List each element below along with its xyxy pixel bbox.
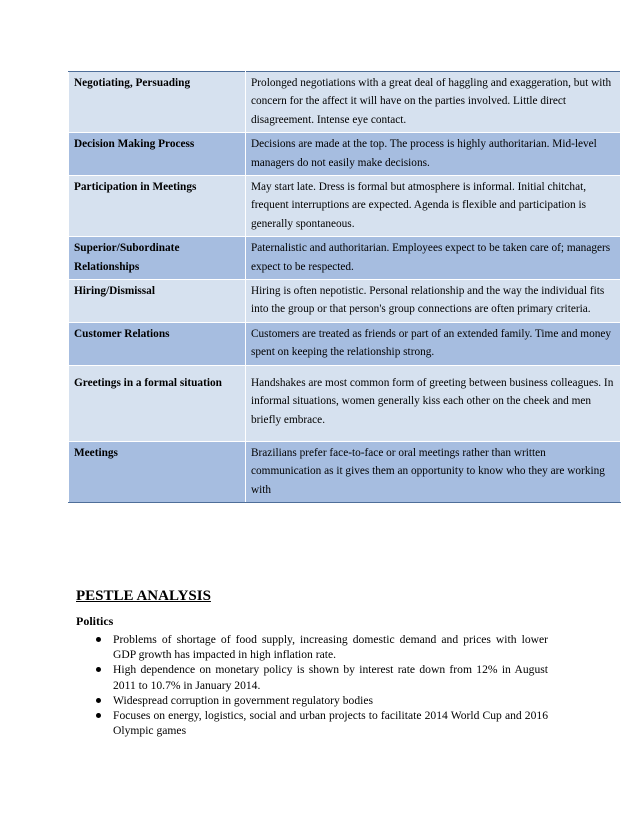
list-item-text: Widespread corruption in government regulatory bodies	[113, 693, 373, 707]
row-text: Handshakes are most common form of greeting between business colleagues. In informal situations, women generally kiss each other on the cheek and men briefly embrace.	[246, 365, 621, 441]
table-row	[69, 322, 621, 365]
row-label: Participation in Meetings	[69, 176, 246, 237]
table-row	[69, 280, 621, 323]
culture-table	[68, 71, 621, 503]
list-item-text: High dependence on monetary policy is shown by interest rate down from 12% in August 2011 to 10.7% in January 2014.	[113, 663, 548, 692]
row-label: Superior/Subordinate Relationships	[69, 237, 246, 280]
bullet-icon	[96, 667, 101, 672]
row-label: Hiring/Dismissal	[69, 280, 246, 323]
politics-bullet-list	[96, 632, 548, 738]
politics-heading: Politics	[76, 614, 114, 628]
table-row	[69, 441, 621, 502]
section-title: PESTLE ANALYSIS	[76, 588, 211, 604]
row-label: Negotiating, Persuading	[69, 72, 246, 133]
table-row	[69, 72, 621, 133]
row-text: Prolonged negotiations with a great deal of haggling and exaggeration, but with concern for the affect it will have on the parties involved. Little direct disagreement. Intense eye contact.	[246, 72, 621, 133]
table-row	[69, 133, 621, 176]
list-item	[96, 708, 548, 738]
list-item	[96, 662, 548, 692]
row-label: Decision Making Process	[69, 133, 246, 176]
list-item-text: Problems of shortage of food supply, increasing domestic demand and prices with lower GDP growth has impacted in high inflation rate.	[113, 633, 548, 662]
row-label: Greetings in a formal situation	[69, 365, 246, 441]
table-row	[69, 237, 621, 280]
list-item-text: Focuses on energy, logistics, social and urban projects to facilitate 2014 World Cup and 2016 Olympic games	[113, 709, 548, 738]
list-item	[96, 632, 548, 662]
table-row	[69, 365, 621, 441]
row-text: Customers are treated as friends or part of an extended family. Time and money spent on keeping the relationship strong.	[246, 322, 621, 365]
row-text: May start late. Dress is formal but atmosphere is informal. Initial chitchat, frequent interruptions are expected. Agenda is flexible and participation is generally spontaneous.	[246, 176, 621, 237]
bullet-icon	[96, 713, 101, 718]
row-text: Decisions are made at the top. The process is highly authoritarian. Mid-level managers do not easily make decisions.	[246, 133, 621, 176]
row-label: Meetings	[69, 441, 246, 502]
row-label: Customer Relations	[69, 322, 246, 365]
bullet-icon	[96, 637, 101, 642]
row-text: Hiring is often nepotistic. Personal relationship and the way the individual fits into the group or that person's group connections are often primary criteria.	[246, 280, 621, 323]
bullet-icon	[96, 698, 101, 703]
list-item	[96, 693, 548, 708]
row-text: Paternalistic and authoritarian. Employees expect to be taken care of; managers expect to be respected.	[246, 237, 621, 280]
table-row	[69, 176, 621, 237]
row-text: Brazilians prefer face-to-face or oral meetings rather than written communication as it gives them an opportunity to know who they are working with	[246, 441, 621, 502]
